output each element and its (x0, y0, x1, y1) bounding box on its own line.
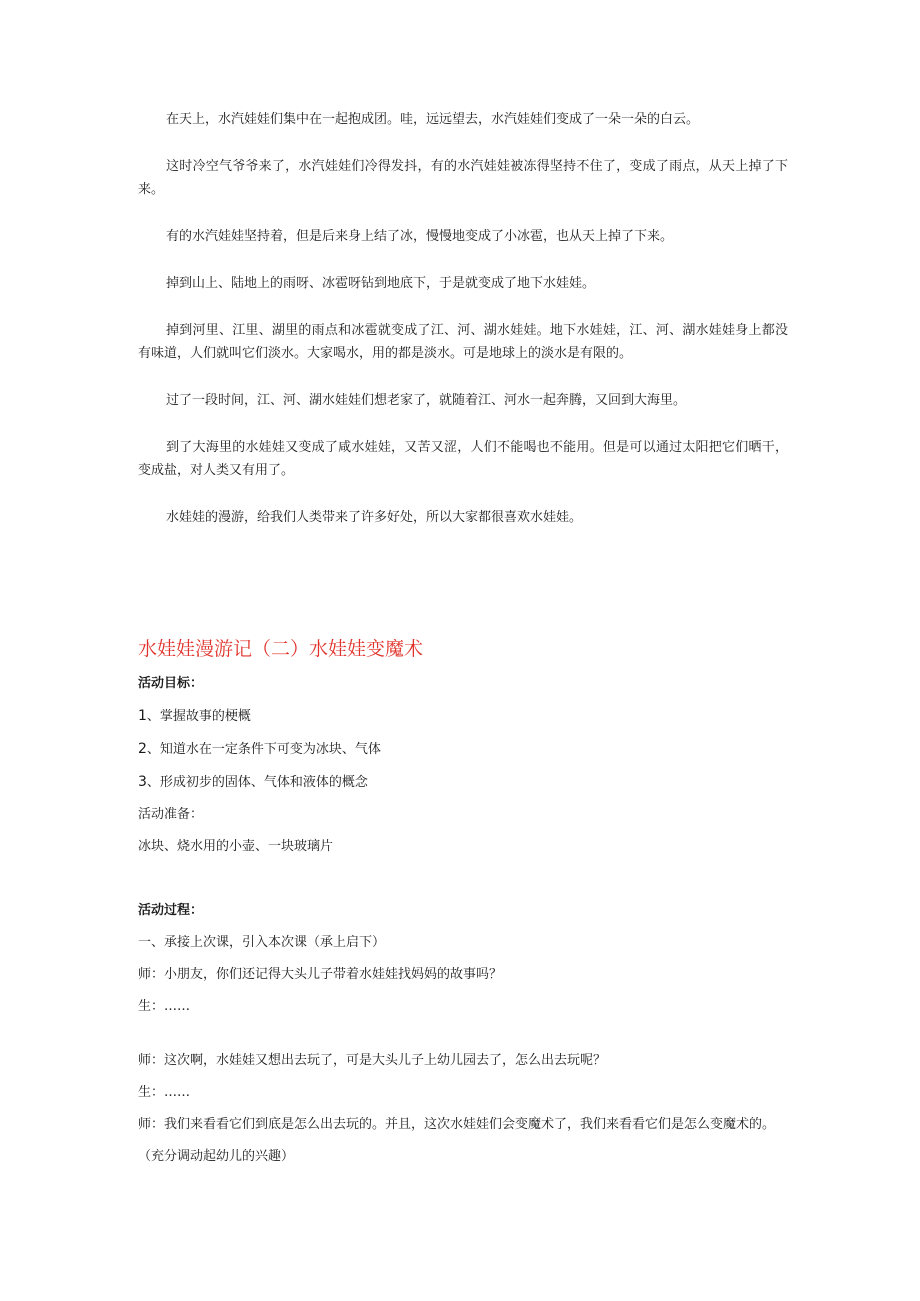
prep-heading: 活动准备： (138, 807, 204, 822)
story-paragraph: 掉到河里、江里、湖里的雨点和冰雹就变成了江、河、湖水娃娃。地下水娃娃，江、河、湖水娃娃身上都没有味道，人们就叫它们淡水。大家喝水，用的都是淡水。可是地球上的淡水是有限的。 (138, 323, 788, 361)
goal-number: 3 (138, 774, 147, 790)
prep-text: 冰块、烧水用的小壶、一块玻璃片 (138, 839, 334, 854)
story-paragraph: 在天上，水汽娃娃们集中在一起抱成团。哇，远远望去，水汽娃娃们变成了一朵一朵的白云。 (166, 112, 700, 127)
story-paragraph: 有的水汽娃娃坚持着，但是后来身上结了冰，慢慢地变成了小冰雹，也从天上掉了下来。 (166, 229, 674, 244)
spacer (138, 1029, 818, 1051)
goal-number: 1 (138, 708, 147, 724)
process-line: 一、承接上次课，引入本次课（承上启下） (138, 935, 386, 950)
goal-item (138, 706, 818, 727)
process-line: 生：…… (138, 999, 191, 1014)
process-heading: 活动过程： (138, 903, 204, 918)
story-paragraph: 水娃娃的漫游，给我们人类带来了许多好处，所以大家都很喜欢水娃娃。 (166, 510, 583, 525)
goal-item (138, 739, 818, 760)
process-line: 师：我们来看看它们到底是怎么出去玩的。并且，这次水娃娃们会变魔术了，我们来看看它们是怎么变魔术的。 (138, 1117, 776, 1132)
spacer (138, 869, 818, 901)
story-paragraph: 到了大海里的水娃娃又变成了咸水娃娃，又苦又涩，人们不能喝也不能用。但是可以通过太阳把它们晒干，变成盐，对人类又有用了。 (138, 440, 788, 478)
goals-heading: 活动目标： (138, 676, 204, 691)
lesson-section (138, 634, 818, 1179)
goal-text: 、掌握故事的梗概 (146, 709, 251, 724)
lesson-title: 水娃娃漫游记（二）水娃娃变魔术 (138, 638, 424, 660)
process-line: 师：小朋友，你们还记得大头儿子带着水娃娃找妈妈的故事吗？ (138, 967, 503, 982)
process-line: 师：这次啊，水娃娃又想出去玩了，可是大头儿子上幼儿园去了，怎么出去玩呢？ (138, 1053, 607, 1068)
process-line: （充分调动起幼儿的兴趣） (138, 1149, 295, 1164)
goal-text: 、形成初步的固体、气体和液体的概念 (146, 775, 368, 790)
story-section (138, 108, 788, 553)
story-paragraph: 这时冷空气爷爷来了，水汽娃娃们冷得发抖，有的水汽娃娃被冻得坚持不住了，变成了雨点，从天上掉了下来。 (138, 159, 788, 197)
goal-item (138, 772, 818, 793)
process-line: 生：…… (138, 1085, 191, 1100)
story-paragraph: 过了一段时间，江、河、湖水娃娃们想老家了，就随着江、河水一起奔腾，又回到大海里。 (166, 393, 687, 408)
goal-text: 、知道水在一定条件下可变为冰块、气体 (146, 742, 381, 757)
goal-number: 2 (138, 741, 147, 757)
story-paragraph: 掉到山上、陆地上的雨呀、冰雹呀钻到地底下，于是就变成了地下水娃娃。 (166, 276, 596, 291)
